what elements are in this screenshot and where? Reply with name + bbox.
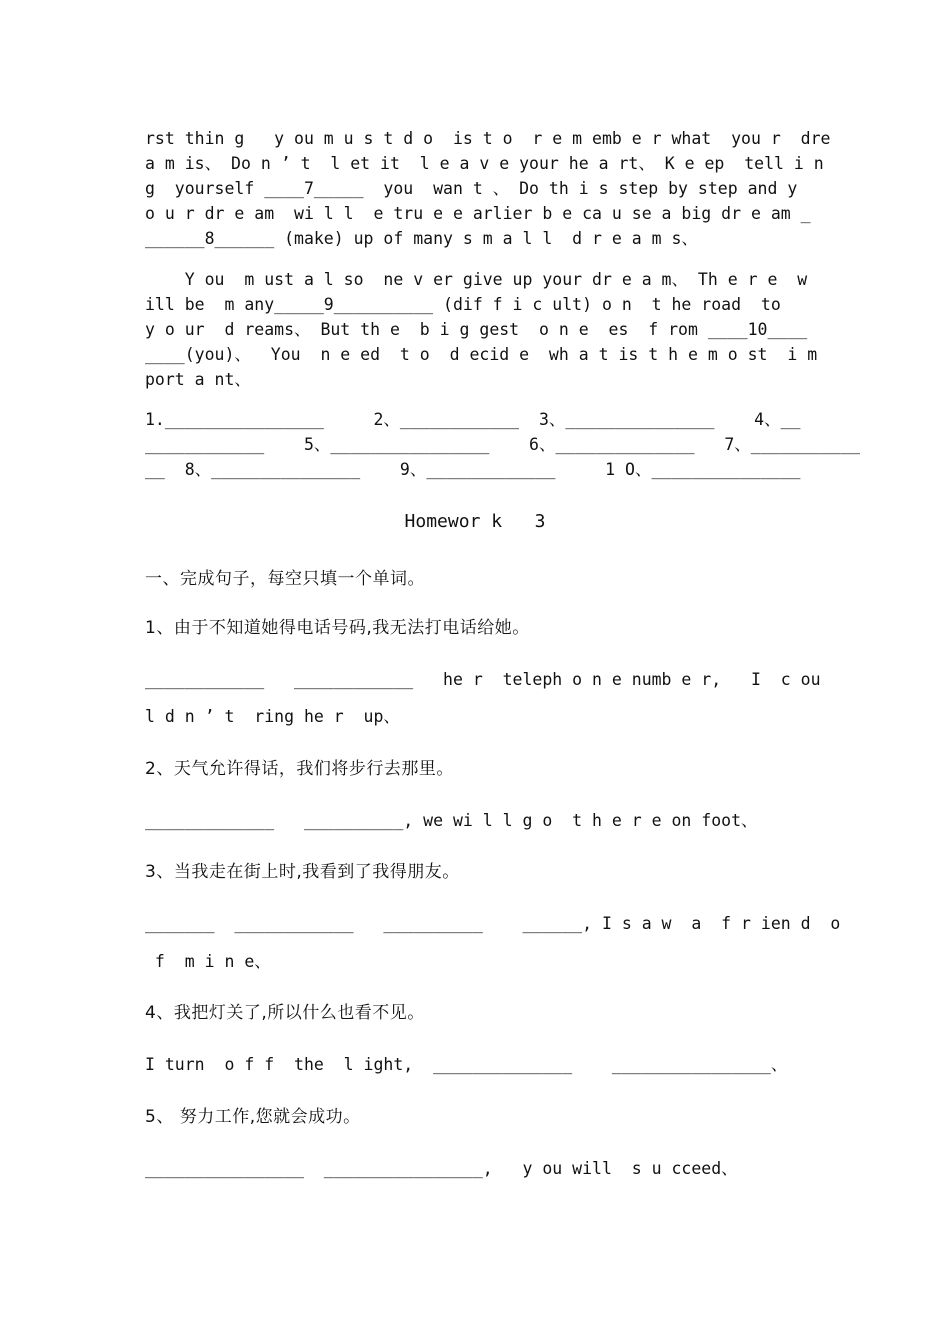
question-1-english: ____________ ____________ he r teleph o n e numb e r, I c ou <box>145 670 821 689</box>
question-3-chinese: 3、当我走在街上时,我看到了我得朋友。 <box>145 862 460 882</box>
passage-line: ____(you)、 You n e ed t o d ecid e wh a t is t h e m o st i m <box>145 345 818 364</box>
passage-line: Y ou m ust a l so ne v er give up your dr e a m、 Th e r e w <box>145 270 808 289</box>
passage-line: port a nt、 <box>145 370 251 389</box>
homework-title: Homewor k 3 <box>404 511 546 532</box>
question-3-english: _______ ____________ __________ ______, I s a w a f r ien d o <box>145 914 841 933</box>
passage-line: g yourself ____7_____ you wan t 、 Do th i s step by step and y <box>145 179 798 198</box>
question-2-english: _____________ __________, we wi l l g o t h e r e on foot、 <box>145 811 758 830</box>
answer-blanks-line: ____________ 5、________________ 6、______________ 7、___________ <box>145 435 861 454</box>
passage-line: a m is、 Do n ’ t l et it l e a v e your he a rt、 K e ep tell i n <box>145 154 824 173</box>
answer-blanks-line: __ 8、_______________ 9、_____________ 1 O、_______________ <box>145 460 801 479</box>
question-2-chinese: 2、天气允许得话，我们将步行去那里。 <box>145 759 454 779</box>
question-4-chinese: 4、我把灯关了,所以什么也看不见。 <box>145 1003 425 1023</box>
answer-blanks-line: 1.________________ 2、____________ 3、_______________ 4、__ <box>145 410 801 429</box>
question-1-english-cont: l d n ’ t ring he r up、 <box>145 707 400 726</box>
question-5-english: ________________ ________________, y ou will s u cceed、 <box>145 1159 738 1178</box>
question-4-english: I turn o f f the l ight, ______________ ________________、 <box>145 1055 788 1074</box>
passage-line: o u r dr e am wi l l e tru e e arlier b e ca u se a big dr e am _ <box>145 204 811 223</box>
question-5-chinese: 5、 努力工作,您就会成功。 <box>145 1107 361 1127</box>
passage-line: ill be m any_____9__________ (dif f i c ult) o n t he road to <box>145 295 781 314</box>
question-3-english-cont: f m i n e、 <box>145 952 271 971</box>
passage-line: rst thin g y ou m u s t d o is t o r e m emb e r what you r dre <box>145 129 831 148</box>
question-1-chinese: 1、由于不知道她得电话号码,我无法打电话给她。 <box>145 618 530 638</box>
section-heading: 一、完成句子，每空只填一个单词。 <box>145 569 425 589</box>
passage-line: y o ur d reams、 But th e b i g gest o n e es f rom ____10____ <box>145 320 808 339</box>
passage-line: ______8______ (make) up of many s m a l l d r e a m s、 <box>145 229 698 248</box>
